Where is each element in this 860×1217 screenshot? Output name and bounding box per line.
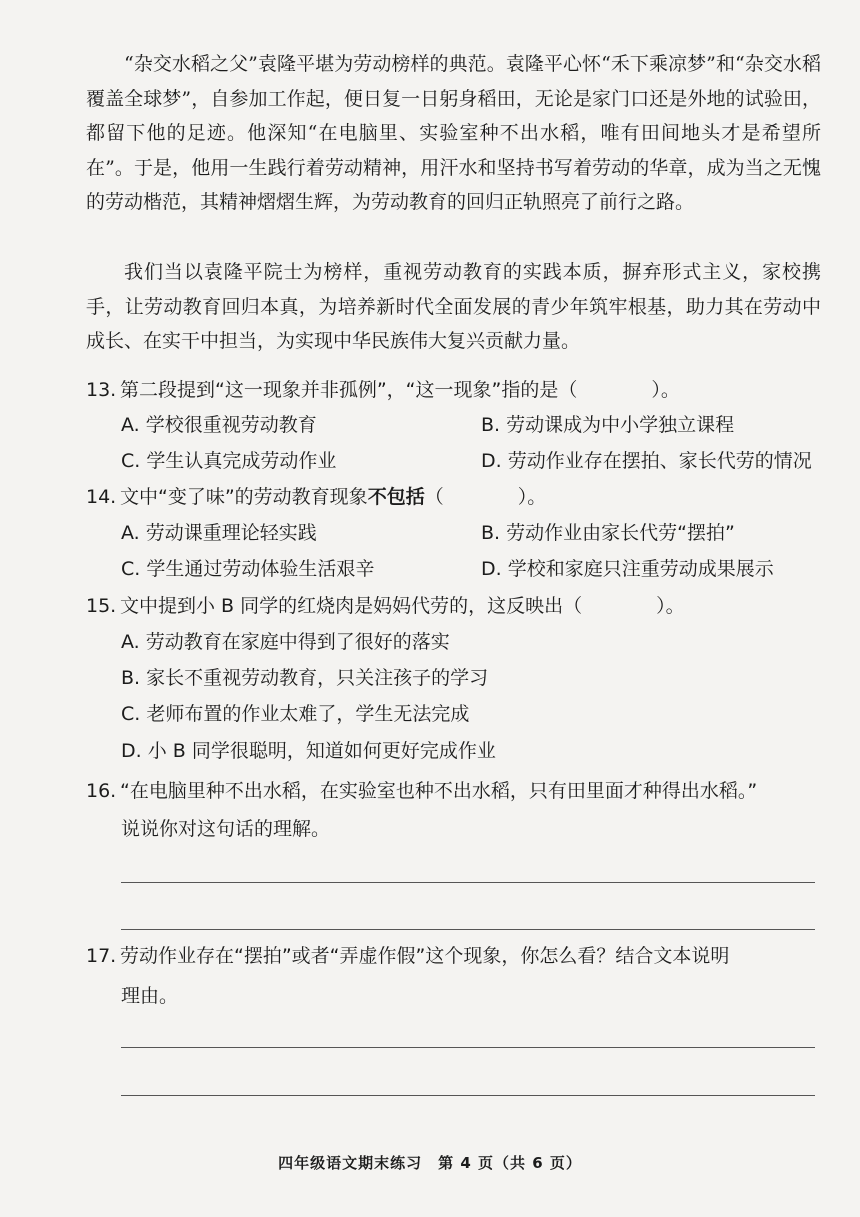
- question-14-option-c[interactable]: C. 学生通过劳动体验生活艰辛: [121, 558, 375, 580]
- question-15-option-d[interactable]: D. 小 B 同学很聪明，知道如何更好完成作业: [121, 740, 496, 762]
- answer-line[interactable]: [121, 1095, 815, 1096]
- question-end: ）。: [517, 486, 547, 508]
- question-text-end: （: [424, 486, 444, 508]
- answer-line[interactable]: [121, 882, 815, 883]
- passage-paragraph-2: 我们当以袁隆平院士为榜样，重视劳动教育的实践本质，摒弃形式主义，家校携手，让劳动教育回归本真，为培养新时代全面发展的青少年筑牢根基，助力其在劳动中成长、在实干中担当，为实现中华民族伟大复兴贡献力量。: [86, 261, 821, 353]
- question-13-option-b[interactable]: B. 劳动课成为中小学独立课程: [481, 414, 735, 436]
- question-number: 15.: [86, 595, 117, 617]
- question-end: ）。: [651, 379, 680, 401]
- question-15-option-b[interactable]: B. 家长不重视劳动教育，只关注孩子的学习: [121, 667, 489, 689]
- question-text: 文中提到小 B 同学的红烧肉是妈妈代劳的，这反映出（: [120, 595, 583, 617]
- question-number: 14.: [86, 486, 117, 508]
- question-15-option-a[interactable]: A. 劳动教育在家庭中得到了很好的落实: [121, 631, 450, 653]
- question-13-option-a[interactable]: A. 学校很重视劳动教育: [121, 414, 317, 436]
- answer-line[interactable]: [121, 929, 815, 930]
- question-14-option-a[interactable]: A. 劳动课重理论轻实践: [121, 522, 317, 544]
- question-14-option-d[interactable]: D. 学校和家庭只注重劳动成果展示: [481, 558, 774, 580]
- question-13-option-c[interactable]: C. 学生认真完成劳动作业: [121, 450, 337, 472]
- page-footer: 四年级语文期末练习 第 4 页（共 6 页）: [278, 1154, 582, 1172]
- question-number: 17.: [86, 945, 117, 967]
- passage-paragraph-1: “杂交水稻之父”袁隆平堪为劳动榜样的典范。袁隆平心怀“禾下乘凉梦”和“杂交水稻覆盖全球梦”，自参加工作起，便日复一日躬身稻田，无论是家门口还是外地的试验田，都留下他的足迹。他深知“在电脑里、实验室种不出水稻，唯有田间地头才是希望所在”。于是，他用一生践行着劳动精神，用汗水和坚持书写着劳动的华章，成为当之无愧的劳动楷范，其精神熠熠生辉，为劳动教育的回归正轨照亮了前行之路。: [86, 53, 821, 214]
- question-15-option-c[interactable]: C. 老师布置的作业太难了，学生无法完成: [121, 703, 470, 725]
- question-16-stem: [86, 776, 826, 806]
- question-14-option-b[interactable]: B. 劳动作业由家长代劳“摆拍”: [481, 522, 735, 544]
- answer-line[interactable]: [121, 1047, 815, 1048]
- question-14-stem: [86, 482, 826, 512]
- question-13-option-d[interactable]: D. 劳动作业存在摆拍、家长代劳的情况: [481, 450, 812, 472]
- question-17-stem-line-2: 理由。: [121, 985, 179, 1007]
- question-text: 第二段提到“这一现象并非孤例”，“这一现象”指的是（: [120, 379, 578, 401]
- question-13-stem: [86, 375, 826, 405]
- question-text: 文中“变了味”的劳动教育现象: [120, 486, 368, 508]
- question-number: 16.: [86, 780, 117, 802]
- question-15-stem: [86, 591, 826, 621]
- question-text: “在电脑里种不出水稻，在实验室也种不出水稻，只有田里面才种得出水稻。”: [120, 780, 758, 802]
- question-16-stem-line-2: 说说你对这句话的理解。: [121, 818, 331, 840]
- question-end: ）。: [656, 595, 685, 617]
- question-number: 13.: [86, 379, 117, 401]
- question-text: 劳动作业存在“摆拍”或者“弄虚作假”这个现象，你怎么看？结合文本说明: [120, 945, 730, 967]
- question-17-stem: [86, 941, 826, 971]
- question-emphasis: 不包括: [367, 486, 425, 508]
